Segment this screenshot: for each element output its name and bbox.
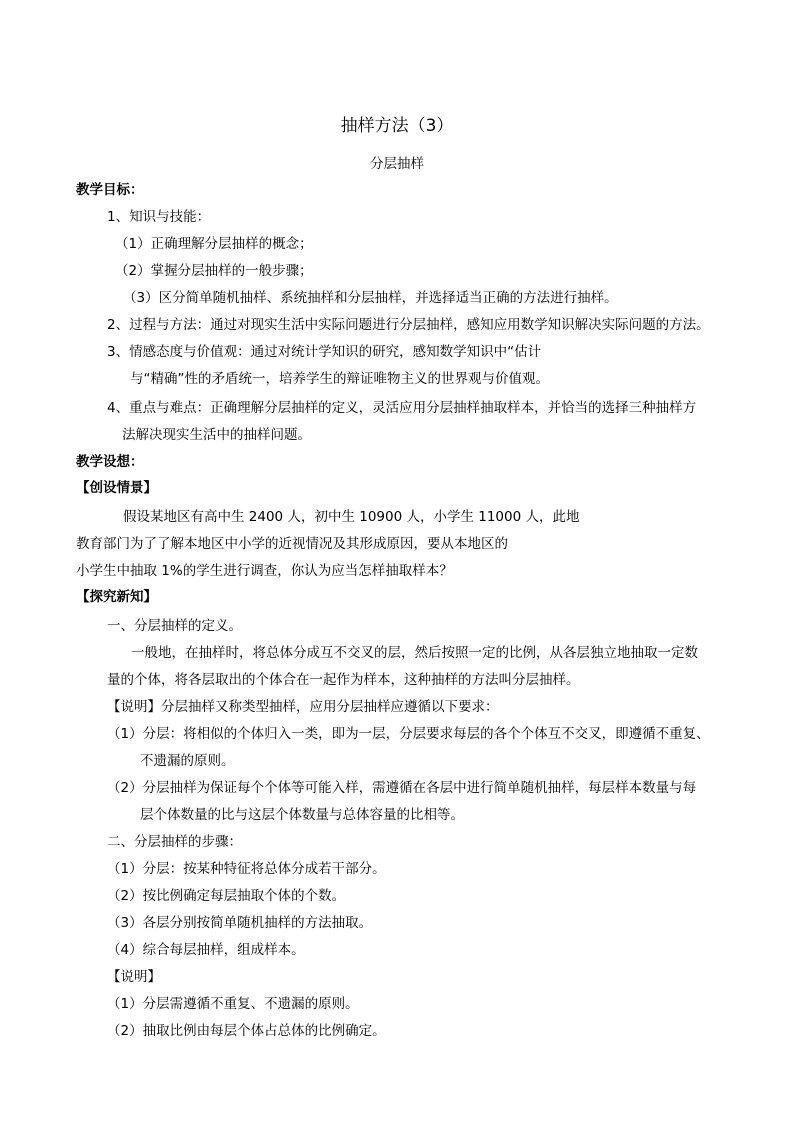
design-heading: 教学设想： (76, 454, 144, 470)
note-2-item-1: （1）分层需遵循不重复、不遗漏的原则。 (107, 996, 359, 1012)
definition-line-1: 一般地，在抽样时，将总体分成互不交叉的层，然后按照一定的比例，从各层独立地抽取一定数 (131, 645, 698, 661)
scenario-line-2: 教育部门为了了解本地区中小学的近视情况及其形成原因，要从本地区的 (76, 536, 508, 552)
note-2-item-2: （2）抽取比例由每层个体占总体的比例确定。 (107, 1023, 386, 1039)
step-2: （2）按比例确定每层抽取个体的个数。 (107, 888, 346, 904)
step-3: （3）各层分别按简单随机抽样的方法抽取。 (107, 915, 373, 931)
scenario-heading: 【创设情景】 (76, 480, 157, 496)
document-subtitle: 分层抽样 (370, 156, 424, 172)
document-title: 抽样方法（3） (340, 116, 454, 136)
goals-heading: 教学目标： (76, 182, 144, 198)
section-2-title: 二、分层抽样的步骤： (107, 834, 242, 850)
section-1-title: 一、分层抽样的定义。 (107, 618, 242, 634)
note-1-item-1-line-1: （1）分层：将相似的个体归入一类，即为一层，分层要求每层的各个个体互不交叉，即遵循不重复、 (107, 726, 710, 742)
goal-item-3-line-2: 与“精确”性的矛盾统一，培养学生的辩证唯物主义的世界观与价值观。 (130, 371, 549, 387)
goal-item-2: 2、过程与方法：通过对现实生活中实际问题进行分层抽样，感知应用数学知识解决实际问题的方法。 (107, 317, 710, 333)
goal-item-1: 1、知识与技能： (107, 209, 211, 225)
goal-item-1-sub-1: （1）正确理解分层抽样的概念； (115, 236, 313, 252)
goal-item-1-sub-2: （2）掌握分层抽样的一般步骤； (115, 263, 313, 279)
goal-item-3-line-1: 3、情感态度与价值观：通过对统计学知识的研究，感知数学知识中“估计 (107, 344, 542, 360)
note-1-item-2-line-2: 层个体数量的比与这层个体数量与总体容量的比相等。 (140, 807, 464, 823)
scenario-line-1: 假设某地区有高中生 2400 人，初中生 10900 人，小学生 11000 人，此地 (123, 509, 580, 525)
note-1-item-1-line-2: 不遗漏的原则。 (140, 753, 235, 769)
step-4: （4）综合每层抽样，组成样本。 (107, 942, 305, 958)
scenario-line-3: 小学生中抽取 1%的学生进行调查，你认为应当怎样抽取样本？ (76, 563, 453, 579)
note-1: 【说明】分层抽样又称类型抽样，应用分层抽样应遵循以下要求： (107, 699, 499, 715)
goal-item-1-sub-3: （3）区分简单随机抽样、系统抽样和分层抽样，并选择适当正确的方法进行抽样。 (123, 290, 618, 306)
step-1: （1）分层：按某种特征将总体分成若干部分。 (107, 861, 386, 877)
note-1-item-2-line-1: （2）分层抽样为保证每个个体等可能入样，需遵循在各层中进行简单随机抽样，每层样本数量与每 (107, 780, 697, 796)
definition-line-2: 量的个体，将各层取出的个体合在一起作为样本，这种抽样的方法叫分层抽样。 (107, 672, 580, 688)
goal-item-4-line-1: 4、重点与难点：正确理解分层抽样的定义，灵活应用分层抽样抽取样本，并恰当的选择三种抽样方 (107, 400, 697, 416)
explore-heading: 【探究新知】 (76, 589, 157, 605)
note-2: 【说明】 (107, 969, 161, 985)
goal-item-4-line-2: 法解决现实生活中的抽样问题。 (122, 427, 311, 443)
